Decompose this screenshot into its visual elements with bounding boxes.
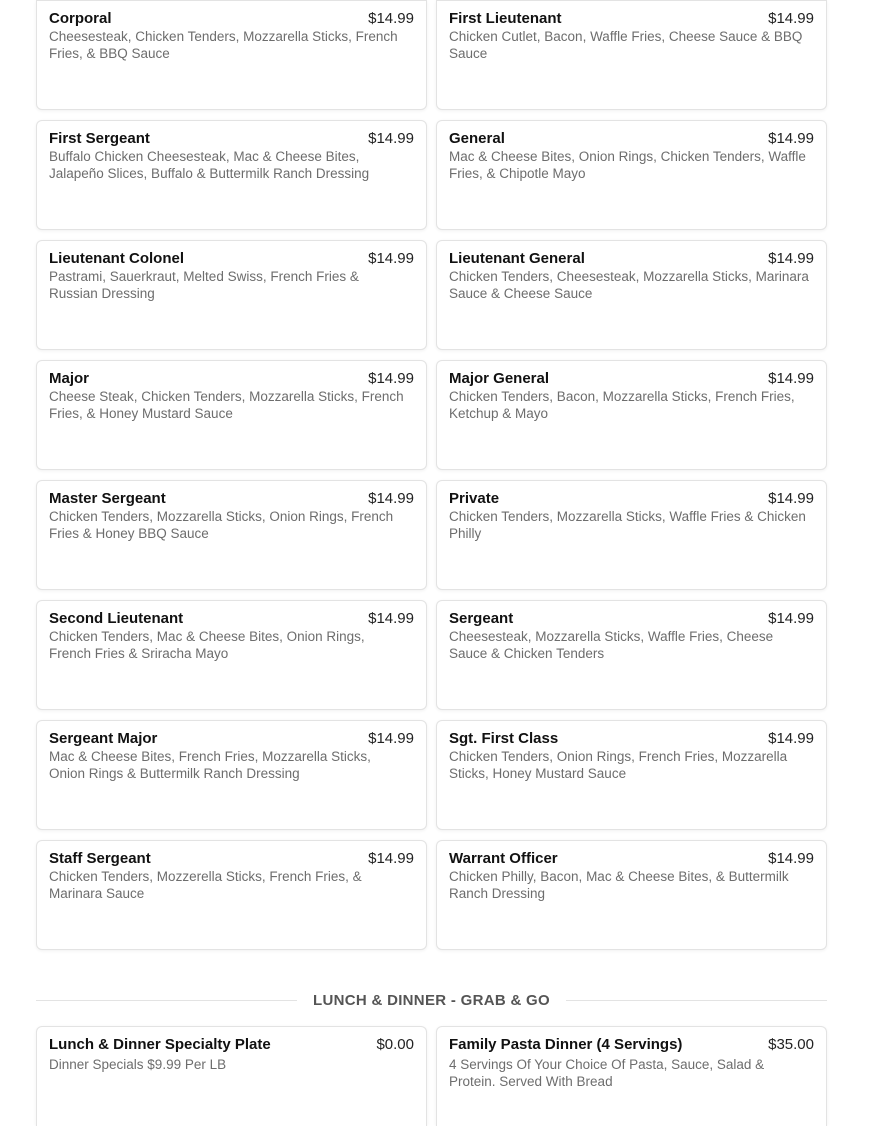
- item-name: Major: [49, 370, 90, 387]
- menu-item-card[interactable]: [436, 480, 827, 590]
- item-price: $14.99: [768, 10, 814, 27]
- item-price: $14.99: [768, 130, 814, 147]
- menu-item-card[interactable]: [36, 240, 427, 350]
- item-name: Sgt. First Class: [449, 730, 559, 747]
- section-header: [36, 988, 827, 1012]
- item-price: $14.99: [768, 610, 814, 627]
- menu-item-card[interactable]: [36, 0, 427, 110]
- item-name: First Sergeant: [49, 130, 150, 147]
- menu-item-card[interactable]: [36, 600, 427, 710]
- item-description: Cheesesteak, Mozzarella Sticks, Waffle Fries, Cheese Sauce & Chicken Tenders: [449, 629, 774, 661]
- menu-item-card[interactable]: [36, 840, 427, 950]
- item-name: First Lieutenant: [449, 10, 562, 27]
- item-price: $14.99: [768, 490, 814, 507]
- section-divider-right: [566, 1000, 827, 1001]
- item-name: Master Sergeant: [49, 490, 166, 507]
- item-description: Chicken Tenders, Mozzarella Sticks, Onion Rings, French Fries & Honey BBQ Sauce: [49, 509, 394, 541]
- item-price: $14.99: [368, 370, 414, 387]
- menu-item-card[interactable]: [36, 480, 427, 590]
- item-name: Lieutenant General: [449, 250, 585, 267]
- item-price: $14.99: [368, 250, 414, 267]
- menu-item-card[interactable]: [436, 1026, 827, 1126]
- item-description: Buffalo Chicken Cheesesteak, Mac & Cheese Bites, Jalapeño Slices, Buffalo & Buttermilk Ranch Dressing: [49, 149, 370, 181]
- item-name: Warrant Officer: [449, 850, 558, 867]
- item-name: Sergeant: [449, 610, 514, 627]
- menu-item-card[interactable]: [36, 720, 427, 830]
- item-description: Chicken Tenders, Mozzerella Sticks, French Fries, & Marinara Sauce: [49, 869, 362, 901]
- item-name: Private: [449, 490, 500, 507]
- item-price: $14.99: [768, 250, 814, 267]
- item-description: Cheese Steak, Chicken Tenders, Mozzarella Sticks, French Fries, & Honey Mustard Sauce: [49, 389, 404, 421]
- item-description: Pastrami, Sauerkraut, Melted Swiss, French Fries & Russian Dressing: [49, 269, 359, 301]
- item-price: $14.99: [368, 10, 414, 27]
- menu-item-card[interactable]: [36, 1026, 427, 1126]
- item-description: Cheesesteak, Chicken Tenders, Mozzarella Sticks, French Fries, & BBQ Sauce: [49, 29, 398, 61]
- grab-go-menu-grid: [36, 1026, 827, 1126]
- item-price: $14.99: [368, 130, 414, 147]
- menu-item-card[interactable]: [436, 360, 827, 470]
- combo-menu-grid: [36, 0, 827, 950]
- section-title: LUNCH & DINNER - GRAB & GO: [313, 991, 550, 1009]
- menu-item-card[interactable]: [436, 240, 827, 350]
- menu-item-card[interactable]: [36, 120, 427, 230]
- item-name: Staff Sergeant: [49, 850, 151, 867]
- item-price: $0.00: [376, 1036, 414, 1053]
- menu-item-card[interactable]: [436, 0, 827, 110]
- item-description: Chicken Tenders, Cheesesteak, Mozzarella Sticks, Marinara Sauce & Cheese Sauce: [449, 269, 809, 301]
- item-description: Chicken Tenders, Onion Rings, French Fries, Mozzarella Sticks, Honey Mustard Sauce: [449, 749, 788, 781]
- item-name: Major General: [449, 370, 550, 387]
- item-description: Chicken Tenders, Bacon, Mozzarella Sticks, French Fries, Ketchup & Mayo: [449, 389, 795, 421]
- item-description: Chicken Cutlet, Bacon, Waffle Fries, Cheese Sauce & BBQ Sauce: [449, 29, 803, 61]
- section-divider-left: [36, 1000, 297, 1001]
- item-description: Chicken Philly, Bacon, Mac & Cheese Bites, & Buttermilk Ranch Dressing: [449, 869, 789, 901]
- item-description: Dinner Specials $9.99 Per LB: [49, 1057, 227, 1072]
- item-description: Chicken Tenders, Mozzarella Sticks, Waffle Fries & Chicken Philly: [449, 509, 806, 541]
- menu-item-card[interactable]: [36, 360, 427, 470]
- item-description: Mac & Cheese Bites, French Fries, Mozzarella Sticks, Onion Rings & Buttermilk Ranch Dressing: [49, 749, 371, 781]
- menu-item-card[interactable]: [436, 120, 827, 230]
- item-name: Lieutenant Colonel: [49, 250, 184, 267]
- item-price: $14.99: [368, 850, 414, 867]
- item-price: $14.99: [368, 610, 414, 627]
- menu-item-card[interactable]: [436, 720, 827, 830]
- item-price: $14.99: [768, 370, 814, 387]
- item-description: 4 Servings Of Your Choice Of Pasta, Sauce, Salad & Protein. Served With Bread: [449, 1057, 765, 1089]
- item-price: $14.99: [368, 730, 414, 747]
- item-price: $35.00: [768, 1036, 814, 1053]
- item-name: Sergeant Major: [49, 730, 158, 747]
- item-price: $14.99: [368, 490, 414, 507]
- menu-item-card[interactable]: [436, 840, 827, 950]
- item-name: General: [449, 130, 505, 147]
- item-description: Mac & Cheese Bites, Onion Rings, Chicken Tenders, Waffle Fries, & Chipotle Mayo: [449, 149, 806, 181]
- item-description: Chicken Tenders, Mac & Cheese Bites, Onion Rings, French Fries & Sriracha Mayo: [49, 629, 365, 661]
- item-price: $14.99: [768, 850, 814, 867]
- item-name: Second Lieutenant: [49, 610, 184, 627]
- item-name: Lunch & Dinner Specialty Plate: [49, 1036, 271, 1053]
- menu-item-card[interactable]: [436, 600, 827, 710]
- item-name: Family Pasta Dinner (4 Servings): [449, 1036, 683, 1053]
- item-price: $14.99: [768, 730, 814, 747]
- item-name: Corporal: [49, 10, 112, 27]
